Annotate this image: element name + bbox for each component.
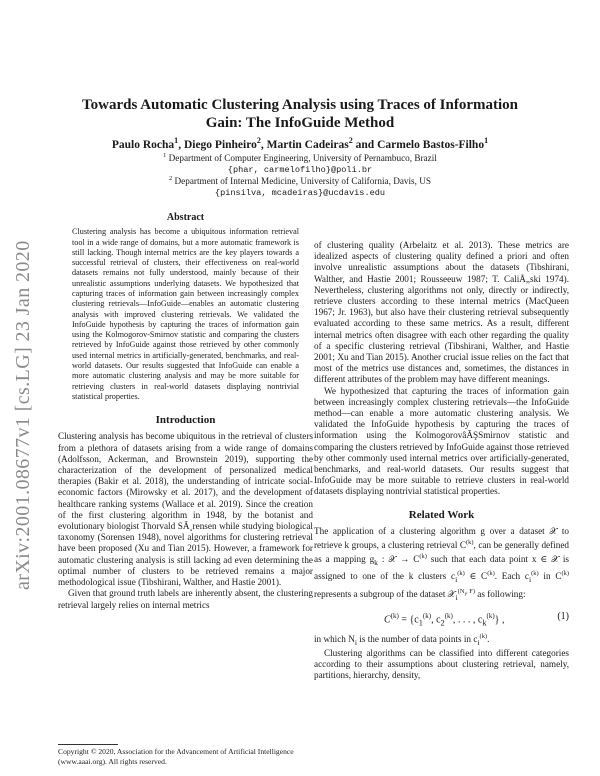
author-affil-mark: 1 [484,136,489,145]
affil-dept: Department of Internal Medicine, University of California, Davis, US [174,176,431,187]
author-name: Diego Pinheiro [183,138,257,151]
introduction-heading: Introduction [155,414,216,427]
arxiv-sidebar-svg [2,180,38,600]
equation-number: (1) [557,610,569,622]
related-work-heading: Related Work [408,508,475,521]
author-affil-mark: 2 [348,136,353,145]
author-affil-mark: 1 [174,136,179,145]
equation-body: $C^{(k)} = \{c_1^{(k)}$, $c_2^{(k)}$, . . . , $c_k^{(k)}$} , [384,611,505,627]
arxiv-id: arXiv:2001.08677v1 [cs.LG] 23 Jan 2020 [12,240,34,590]
author-affil-mark: 2 [256,136,261,145]
abstract-heading: Abstract [166,212,205,223]
body-paragraph: in which $N_i$ is the number of data points in $c_i^{(k)}$. [314,632,490,647]
affil-dept: Department of Computer Engineering, University of Pernambuco, Brazil [168,153,437,164]
intro-paragraph: Given that ground truth labels are inherently absent, the clustering retrieval largely relies on internal metrics [58,588,313,610]
related-work-paragraph: The application of a clustering algorithm g over a dataset 𝒳 to retrieve k groups, a clustering retrieval $C^{(k)}$, can be generally defined as a mapping $g_k$ : 𝒳 → $C^{(k)}$ such that each data point x ∈ 𝒳 is assigned to one of the k clusters $c_i^{(k)}$ ∈ $C^{(k)}$. Each $c_i^{(k)}$ in $C^{(k)}$ represents a subgroup of the dataset 𝒳$_i^{(N_i, F)}$ as following: [314,525,569,602]
author-name: Paulo Rocha [111,138,175,151]
equation-1 [314,607,569,631]
arxiv-sidebar [2,180,38,600]
author-list: Paulo Rocha$^1$, Diego Pinheiro$^2$, Martin Cadeiras$^2$ and Carmelo Bastos-Filho$^1$ [111,136,489,151]
affiliation-2 [60,173,540,199]
affil-mark: 2 [169,175,173,182]
intro-paragraph: Clustering analysis has become ubiquitous in the retrieval of clusters from a plethora of datasets arising from a wide range of domains (Adolfsson, Ackerman, and Brownstein 2019), supporting the characterization of the development of personalized medical therapies (Bakir et al. 2018), the understanding of intricate social-economic factors (Mirowsky et al. 2017), and the development of healthcare ranking systems (Wallace et al. 2019). Since the creation of the first clustering algorithm in 1948, by the botanist and evolutionary biologist Thorvald SÃ¸rensen while studying biological taxonomy (Sorensen 1948), novel algorithms for clustering retrieval have been proposed (Xu and Tian 2015). However, a framework for automatic clustering analysis is still lacking ad even determining the optimal number of clusters to be retrieved remains a major methodological issue (Tibshirani, Walther, and Hastie 2001). [58,431,313,588]
affil-emails: {pinsilva, mcadeiras}@ucdavis.edu [214,187,386,198]
abstract-text: Clustering analysis has become a ubiquitous information retrieval tool in a wide range of domains, but a more automatic framework is still lacking. Though internal metrics are the key players towards a successful retrieval of clusters, their effectiveness on real-world datasets remains not fully understood, mainly because of their unrealistic assumptions underlying datasets. We hypothesized that capturing traces of information gain between increasingly complex clustering retrievals—InfoGuide—enables an automatic clustering analysis with improved clustering retrievals. We validated the InfoGuide hypothesis by capturing the traces of information gain using the Kolmogorov-Smirnov statistic and comparing the clusters retrieved by InfoGuide against those retrieved by other commonly used internal metrics in artificially-generated, benchmarks, and real-world datasets. Our results suggested that InfoGuide can enable a more automatic clustering analysis and may be more suitable for retrieving clusters in real-world datasets displaying nontrivial statistical properties. [72,227,299,401]
left-column [58,212,313,611]
affil-emails: {phar, carmelofilho}@poli.br [227,164,373,175]
paper-title-line2: Gain: The InfoGuide Method [205,115,395,131]
paper-title-line1: Towards Automatic Clustering Analysis using Traces of Information [81,97,518,113]
body-paragraph: We hypothesized that capturing the traces of information gain between increasingly complex clustering retrievals—the InfoGuide method—can enable a more automatic clustering analysis. We validated the InfoGuide hypothesis by capturing the traces of information using the KolmogorovâĂŞSmirnov statistic and comparing the clusters retrieved by InfoGuide against those retrieved by other commonly used internal metrics over artificially-generated, benchmarks, and real-world datasets. Our results suggest that InfoGuide may be more suitable to retrieve clusters in real-world datasets displaying nontrivial statistical properties. [314,385,569,497]
body-paragraph: Clustering algorithms can be classified into different categories according to their assumptions about clustering retrieval, namely, partitions, hierarchy, density, [314,647,569,681]
footnote-rule [58,744,118,745]
author-name: Carmelo Bastos-Filho [377,138,485,151]
affil-mark: 1 [163,152,167,159]
author-name: Martin Cadeiras [266,138,349,151]
body-paragraph: of clustering quality (Arbelaitz et al. 2013). These metrics are idealized aspects of clustering quality defined a priori and often involve unrealistic assumptions about the datasets (Tibshirani, Walther, and Hastie 2001; Rousseeuw 1987; T. CaliÅ„ski 1974). Nevertheless, clustering algorithms not only, directly or indirectly, retrieve clusters according to these internal metrics (MacQueen 1967; Jr. 1963), but also have their clustering retrieval subsequently evaluated according to these same metrics. As a result, different internal metrics often disagree with each other regarding the quality of a specific clustering retrieval (Tibshirani, Walther, and Hastie 2001; Xu and Tian 2015). Another crucial issue relies on the fact that most of the metrics use distances and, sometimes, the distances in different attributes of the problem may have different meanings. [314,240,569,385]
copyright-footnote: Copyright © 2020, Association for the Advancement of Artificial Intelligence (www.aaai.org). All rights reserved. [58,747,294,766]
paper-title [60,96,540,132]
right-column [314,240,569,681]
